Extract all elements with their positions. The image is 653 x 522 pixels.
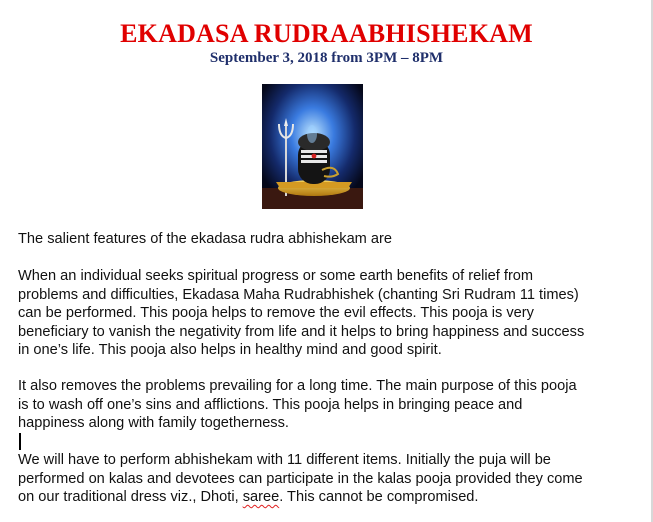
paragraph-line: performed on kalas and devotees can participate in the kalas pooja provided they come bbox=[18, 470, 583, 487]
paragraph-line: in one’s life. This pooja also helps in healthy mind and good spirit. bbox=[18, 342, 442, 358]
paragraph-line: problems and difficulties, Ekadasa Maha Rudrabhishek (chanting Sri Rudram 11 times) bbox=[18, 286, 579, 303]
spellcheck-flagged-word[interactable]: saree bbox=[242, 489, 280, 505]
paragraph-line: We will have to perform abhishekam with 11 different items. Initially the puja will be bbox=[18, 452, 551, 468]
text-cursor bbox=[19, 433, 21, 450]
paragraph-line: It also removes the problems prevailing for a long time. The main purpose of this pooja bbox=[18, 378, 577, 394]
paragraph-benefits bbox=[18, 267, 653, 360]
shiva-lingam-image[interactable] bbox=[262, 84, 363, 209]
paragraph-line: beneficiary to vanish the negativity from life and it helps to bring happiness and success bbox=[18, 323, 585, 340]
paragraph-procedure bbox=[18, 451, 653, 507]
paragraph-line: happiness along with family togetherness. bbox=[18, 415, 289, 431]
paragraph-line: is to wash off one’s sins and afflictions. This pooja helps in bringing peace and bbox=[18, 396, 523, 413]
paragraph-line: When an individual seeks spiritual progress or some earth benefits of relief from bbox=[18, 268, 534, 284]
paragraph-line-before: on our traditional dress viz., Dhoti, bbox=[18, 489, 243, 505]
intro-line: The salient features of the ekadasa rudra abhishekam are bbox=[18, 231, 392, 247]
paragraph-line: can be performed. This pooja helps to remove the evil effects. This pooja is very bbox=[18, 305, 534, 321]
shiva-lingam-with-trishul-icon bbox=[262, 84, 363, 209]
document-title: EKADASA RUDRAABHISHEKAM bbox=[120, 19, 533, 48]
event-date-subtitle: September 3, 2018 from 3PM – 8PM bbox=[209, 50, 444, 66]
paragraph-purpose bbox=[18, 377, 653, 433]
paragraph-line-after: . This cannot be compromised. bbox=[279, 489, 479, 505]
